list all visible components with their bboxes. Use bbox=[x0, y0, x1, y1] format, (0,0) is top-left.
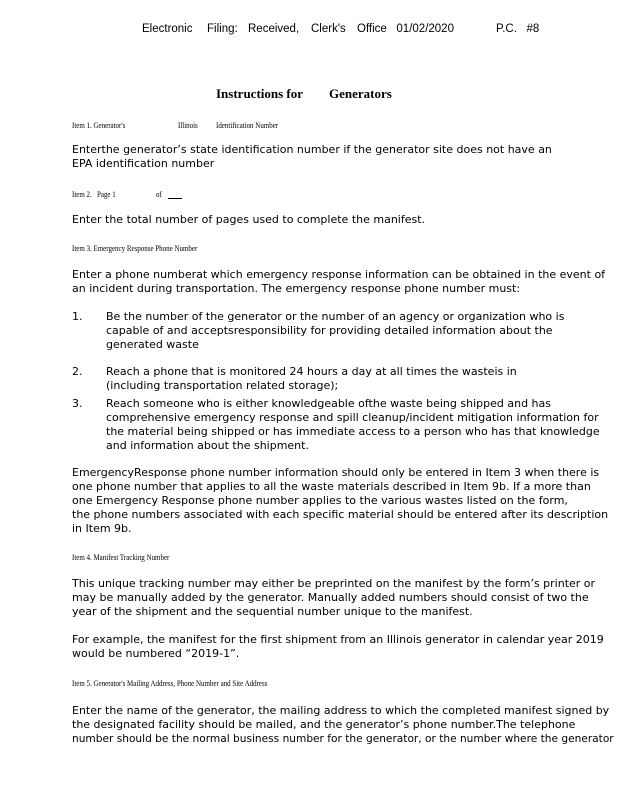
text-line: EmergencyResponse phone number information should only be entered in Item 3 when there is bbox=[72, 466, 600, 479]
text-line: For example, the manifest for the first shipment from an Illinois generator in calendar year 2019 bbox=[72, 633, 604, 646]
item-1-label-id: Identification Number bbox=[216, 120, 279, 130]
item-1-label-state: Illinois bbox=[178, 120, 198, 130]
text-line: the designated facility should be mailed, and the generator’s phone number.The telephone bbox=[72, 718, 576, 731]
text-line: year of the shipment and the sequential number unique to the manifest. bbox=[72, 605, 473, 618]
text-line: Enterthe generator’s state identification number if the generator site does not have an bbox=[72, 143, 552, 156]
list-item bbox=[106, 365, 606, 393]
header-electronic: Electronic bbox=[142, 23, 193, 35]
text-line: number should be the normal business number for the generator, or the number where the generator bbox=[72, 733, 614, 745]
list-number: 1. bbox=[72, 310, 83, 323]
text-line: the phone numbers associated with each specific material should be entered after its description bbox=[72, 508, 609, 521]
header-pc-number: P.C. #8 bbox=[496, 23, 540, 35]
item-5-text bbox=[72, 704, 612, 746]
text-line: Enter the name of the generator, the mailing address to which the completed manifest signed by bbox=[72, 704, 610, 717]
item-1-label: Item 1. Generator's bbox=[72, 120, 126, 130]
list-number: 2. bbox=[72, 365, 83, 378]
list-item bbox=[106, 310, 606, 352]
header-clerks: Clerk's bbox=[311, 23, 346, 35]
text-line: in Item 9b. bbox=[72, 522, 132, 535]
item-4-para-1 bbox=[72, 577, 602, 619]
text-line: This unique tracking number may either be preprinted on the manifest by the form’s printer or bbox=[72, 577, 596, 590]
text-line: capable of and acceptsresponsibility for providing detailed information about the bbox=[106, 324, 553, 337]
title-part-1: Instructions for bbox=[216, 86, 304, 101]
text-line: Reach a phone that is monitored 24 hours a day at all times the wasteis in bbox=[106, 365, 517, 378]
text-line: Reach someone who is either knowledgeable ofthe waste being shipped and has bbox=[106, 397, 551, 410]
text-line: generated waste bbox=[106, 338, 199, 351]
item-2-label-of: of bbox=[156, 189, 162, 199]
text-line: an incident during transportation. The emergency response phone number must: bbox=[72, 282, 521, 295]
text-line: Be the number of the generator or the number of an agency or organization who is bbox=[106, 310, 565, 323]
header-office-date: Office 01/02/2020 bbox=[357, 23, 454, 35]
list-number: 3. bbox=[72, 397, 83, 410]
page-count-blank bbox=[168, 189, 182, 199]
text-line: Enter the total number of pages used to complete the manifest. bbox=[72, 213, 426, 226]
text-line: would be numbered “2019-1”. bbox=[72, 647, 240, 660]
text-line: one Emergency Response phone number applies to the various wastes listed on the form, bbox=[72, 494, 568, 507]
text-line: Enter a phone numberat which emergency response information can be obtained in the event of bbox=[72, 268, 606, 281]
text-line: may be manually added by the generator. Manually added numbers should consist of two the bbox=[72, 591, 589, 604]
item-5-label: Item 5. Generator's Mailing Address, Phone Number and Site Address bbox=[72, 678, 268, 688]
item-4-label: Item 4. Manifest Tracking Number bbox=[72, 552, 170, 562]
header-filing: Filing: bbox=[207, 23, 238, 35]
header-received: Received, bbox=[248, 23, 300, 35]
list-item bbox=[106, 397, 611, 453]
item-4-para-2 bbox=[72, 633, 602, 661]
text-line: EPA identification number bbox=[72, 157, 215, 170]
text-line: one phone number that applies to all the waste materials described in Item 9b. If a more than bbox=[72, 480, 591, 493]
text-line: and information about the shipment. bbox=[106, 439, 309, 452]
item-1-text bbox=[72, 143, 602, 171]
item-3-closing bbox=[72, 466, 612, 536]
item-3-intro bbox=[72, 268, 606, 296]
text-line: (including transportation related storage); bbox=[106, 379, 339, 392]
item-3-label: Item 3. Emergency Response Phone Number bbox=[72, 243, 198, 253]
title-part-2: Generators bbox=[329, 86, 392, 101]
item-2-label: Item 2. Page 1 bbox=[72, 189, 116, 199]
text-line: comprehensive emergency response and spill cleanup/incident mitigation information for bbox=[106, 411, 599, 424]
item-2-text bbox=[72, 213, 602, 227]
text-line: the material being shipped or has immediate access to a person who has that knowledge bbox=[106, 425, 600, 438]
